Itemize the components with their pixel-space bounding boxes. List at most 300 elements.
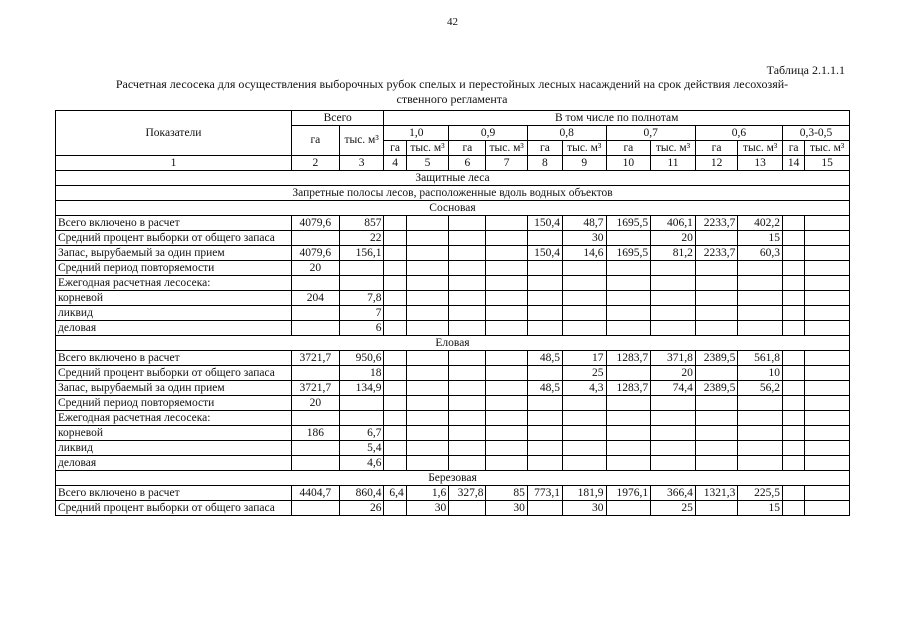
table-cell: 327,8 [449,486,486,501]
table-caption [52,77,852,107]
section-water-strips-row [56,186,850,201]
table-cell [738,306,783,321]
table-cell [384,306,406,321]
table-row [56,501,850,516]
table-cell [805,351,850,366]
table-cell [527,291,562,306]
table-cell [606,366,651,381]
table-cell [339,261,384,276]
table-cell [384,381,406,396]
table-cell [406,396,449,411]
table-cell [384,456,406,471]
table-cell [738,426,783,441]
table-cell [805,291,850,306]
table-cell: 857 [339,216,384,231]
table-cell: 1283,7 [606,381,651,396]
table-cell [606,261,651,276]
table-cell: 20 [291,396,339,411]
table-cell [449,351,486,366]
row-label: Средний период повторяемости [56,261,292,276]
table-cell [651,456,696,471]
table-row [56,381,850,396]
table-cell [606,291,651,306]
table-cell: 14,6 [562,246,606,261]
table-cell: 4404,7 [291,486,339,501]
row-label: Средний процент выборки от общего запаса [56,231,292,246]
table-body [56,156,850,516]
table-cell [738,456,783,471]
table-cell: 134,9 [339,381,384,396]
table-cell: 1321,3 [695,486,738,501]
table-cell [291,501,339,516]
table-cell [486,351,527,366]
table-cell [738,261,783,276]
row-label: корневой [56,291,292,306]
unit-ha: га [449,141,486,156]
table-cell [651,291,696,306]
table-cell [291,276,339,291]
table-cell: 4,3 [562,381,606,396]
table-cell [449,231,486,246]
table-cell [384,411,406,426]
species-name-row [56,336,850,351]
table-cell [782,321,804,336]
table-cell: 20 [651,231,696,246]
table-cell: 150,4 [527,216,562,231]
table-cell [291,306,339,321]
table-cell [527,411,562,426]
table-cell [805,306,850,321]
unit-m3: тыс. м³ [738,141,783,156]
table-row [56,276,850,291]
table-cell [449,441,486,456]
table-cell: 561,8 [738,351,783,366]
table-cell: 74,4 [651,381,696,396]
unit-m3: тыс. м³ [406,141,449,156]
table-cell [291,231,339,246]
table-cell [486,426,527,441]
table-cell [562,456,606,471]
table-cell: 48,7 [562,216,606,231]
table-cell [449,381,486,396]
table-cell [805,261,850,276]
table-cell [695,276,738,291]
table-cell [695,291,738,306]
unit-ha: га [384,141,406,156]
table-cell: 30 [406,501,449,516]
table-cell [449,321,486,336]
table-cell [406,381,449,396]
table-cell [805,246,850,261]
species-name: Еловая [56,336,850,351]
unit-m3: тыс. м³ [486,141,527,156]
table-row [56,291,850,306]
column-number: 11 [651,156,696,171]
table-cell [486,366,527,381]
table-cell [406,351,449,366]
table-cell [339,276,384,291]
table-cell [339,411,384,426]
table-cell: 6,4 [384,486,406,501]
table-cell [291,456,339,471]
table-cell: 30 [562,231,606,246]
table-cell [738,321,783,336]
table-cell [606,501,651,516]
table-cell [651,426,696,441]
header-indicators: Показатели [56,111,292,156]
table-cell [384,216,406,231]
table-cell: 26 [339,501,384,516]
table-cell [606,231,651,246]
table-cell [782,291,804,306]
table-cell [406,216,449,231]
table-cell: 186 [291,426,339,441]
table-cell [805,381,850,396]
table-cell: 402,2 [738,216,783,231]
table-cell: 20 [651,366,696,381]
table-cell [527,261,562,276]
table-cell [562,261,606,276]
table-cell: 81,2 [651,246,696,261]
table-cell [562,426,606,441]
table-cell [695,321,738,336]
row-label: деловая [56,456,292,471]
unit-ha: га [782,141,804,156]
table-cell: 950,6 [339,351,384,366]
table-cell [805,426,850,441]
table-cell [406,441,449,456]
table-cell: 5,4 [339,441,384,456]
table-cell [562,441,606,456]
table-cell: 1695,5 [606,216,651,231]
table-row [56,306,850,321]
table-cell [527,456,562,471]
table-cell [782,441,804,456]
table-cell [606,396,651,411]
table-cell: 2233,7 [695,246,738,261]
row-label: ликвид [56,306,292,321]
table-cell [805,276,850,291]
table-row [56,456,850,471]
table-cell [527,306,562,321]
table-cell: 225,5 [738,486,783,501]
table-cell [449,246,486,261]
table-cell: 181,9 [562,486,606,501]
table-row [56,426,850,441]
table-cell [782,276,804,291]
table-row [56,246,850,261]
table-cell [486,216,527,231]
table-cell: 22 [339,231,384,246]
row-label: Запас, вырубаемый за один прием [56,381,292,396]
table-cell: 2389,5 [695,381,738,396]
table-cell [527,231,562,246]
table-cell [805,411,850,426]
table-cell: 18 [339,366,384,381]
column-number: 3 [339,156,384,171]
table-cell [406,306,449,321]
header-by-density: В том числе по полнотам [384,111,850,126]
table-cell [486,291,527,306]
table-cell [486,441,527,456]
table-cell [651,396,696,411]
table-cell [486,306,527,321]
header-density-1: 1,0 [384,126,449,141]
column-number: 2 [291,156,339,171]
species-name: Березовая [56,471,850,486]
header-density-6: 0,3-0,5 [782,126,849,141]
table-cell [805,231,850,246]
table-row [56,216,850,231]
table-cell [805,501,850,516]
table-cell: 30 [562,501,606,516]
table-cell [384,321,406,336]
table-cell [527,426,562,441]
table-cell [606,441,651,456]
table-row [56,321,850,336]
unit-m3: тыс. м³ [562,141,606,156]
row-label: Средний период повторяемости [56,396,292,411]
table-cell [782,456,804,471]
table-cell [449,366,486,381]
table-cell: 7 [339,306,384,321]
row-label: деловая [56,321,292,336]
table-cell [805,486,850,501]
table-cell: 85 [486,486,527,501]
header-density-5: 0,6 [695,126,782,141]
table-cell [738,276,783,291]
table-cell [406,321,449,336]
table-cell: 860,4 [339,486,384,501]
table-cell [486,261,527,276]
table-cell [738,396,783,411]
table-cell [406,366,449,381]
table-cell: 7,8 [339,291,384,306]
column-number: 8 [527,156,562,171]
table-cell [527,441,562,456]
header-density-2: 0,9 [449,126,528,141]
table-cell: 366,4 [651,486,696,501]
table-cell: 1695,5 [606,246,651,261]
header-total: Всего [291,111,383,126]
table-cell: 48,5 [527,381,562,396]
table-cell [695,306,738,321]
column-numbers-row [56,156,850,171]
table-cell [606,276,651,291]
species-name-row [56,471,850,486]
table-cell [782,261,804,276]
table-cell: 371,8 [651,351,696,366]
table-cell [406,456,449,471]
row-label: Средний процент выборки от общего запаса [56,366,292,381]
table-cell: 2389,5 [695,351,738,366]
table-cell [782,486,804,501]
column-number: 10 [606,156,651,171]
table-cell [606,456,651,471]
table-cell [406,261,449,276]
column-number: 6 [449,156,486,171]
table-cell [527,321,562,336]
table-row [56,486,850,501]
table-cell [486,276,527,291]
row-label: корневой [56,426,292,441]
table-cell [738,291,783,306]
table-cell [782,216,804,231]
table-cell [384,351,406,366]
column-number: 15 [805,156,850,171]
table-cell: 25 [562,366,606,381]
table-cell: 150,4 [527,246,562,261]
table-cell [562,411,606,426]
column-number: 4 [384,156,406,171]
table-cell [805,441,850,456]
table-cell [695,441,738,456]
table-cell [406,246,449,261]
table-cell: 406,1 [651,216,696,231]
table-cell [449,261,486,276]
page-number: 42 [447,16,458,28]
table-cell [384,426,406,441]
table-cell [651,411,696,426]
table-cell [606,306,651,321]
table-row [56,441,850,456]
table-cell: 2233,7 [695,216,738,231]
table-cell: 30 [486,501,527,516]
table-cell [406,231,449,246]
table-cell: 17 [562,351,606,366]
table-cell: 60,3 [738,246,783,261]
table-cell [291,366,339,381]
cutting-area-table [55,110,850,516]
table-cell [449,426,486,441]
table-cell [291,441,339,456]
column-number: 7 [486,156,527,171]
species-name: Сосновая [56,201,850,216]
column-number: 5 [406,156,449,171]
table-cell [449,501,486,516]
table-cell: 6 [339,321,384,336]
table-cell [291,411,339,426]
row-label: Запас, вырубаемый за один прием [56,246,292,261]
table-cell [651,321,696,336]
table-row [56,231,850,246]
column-number: 9 [562,156,606,171]
table-cell [449,216,486,231]
table-cell [406,411,449,426]
table-cell [782,246,804,261]
table-cell: 3721,7 [291,381,339,396]
table-cell [486,246,527,261]
table-cell [782,501,804,516]
table-cell [384,276,406,291]
table-cell [527,276,562,291]
table-cell: 156,1 [339,246,384,261]
caption-line-1: Расчетная лесосека для осуществления выборочных рубок спелых и перестойных лесных насаждений на срок действия лесохозяй- [115,77,789,91]
table-cell [651,306,696,321]
column-number: 14 [782,156,804,171]
table-cell [695,426,738,441]
table-row [56,366,850,381]
table-cell [449,306,486,321]
table-cell [805,321,850,336]
table-cell [449,411,486,426]
table-cell [449,276,486,291]
table-cell [527,366,562,381]
header-total-ha: га [291,126,339,156]
table-cell [384,246,406,261]
table-cell [695,396,738,411]
table-cell: 6,7 [339,426,384,441]
table-cell: 1283,7 [606,351,651,366]
table-cell [562,291,606,306]
table-cell [695,366,738,381]
table-cell [651,276,696,291]
unit-m3: тыс. м³ [805,141,850,156]
table-cell: 20 [291,261,339,276]
table-cell: 3721,7 [291,351,339,366]
header-density-3: 0,8 [527,126,606,141]
unit-ha: га [695,141,738,156]
table-cell [406,426,449,441]
table-row [56,351,850,366]
table-cell [695,231,738,246]
row-label: Ежегодная расчетная лесосека: [56,411,292,426]
table-cell [562,306,606,321]
table-cell [651,261,696,276]
table-cell [782,381,804,396]
table-cell [562,276,606,291]
table-cell [805,456,850,471]
table-number: Таблица 2.1.1.1 [766,63,845,77]
table-cell [782,366,804,381]
table-cell [486,396,527,411]
table-cell [384,231,406,246]
species-name-row [56,201,850,216]
table-cell [805,366,850,381]
row-label: Всего включено в расчет [56,486,292,501]
unit-ha: га [606,141,651,156]
table-cell [486,411,527,426]
unit-ha: га [527,141,562,156]
table-cell: 204 [291,291,339,306]
table-cell: 1,6 [406,486,449,501]
row-label: Средний процент выборки от общего запаса [56,501,292,516]
table-cell [651,441,696,456]
table-cell [527,396,562,411]
table-cell [782,231,804,246]
table-cell [449,291,486,306]
table-cell [738,441,783,456]
column-number: 12 [695,156,738,171]
table-cell [449,396,486,411]
table-cell [384,291,406,306]
table-cell: 56,2 [738,381,783,396]
table-cell: 48,5 [527,351,562,366]
table-cell [449,456,486,471]
table-cell [384,366,406,381]
section-water-strips: Запретные полосы лесов, расположенные вдоль водных объектов [56,186,850,201]
table-cell [406,291,449,306]
section-protective-row [56,171,850,186]
table-cell: 25 [651,501,696,516]
table-cell [486,456,527,471]
table-cell [486,381,527,396]
table-cell [384,396,406,411]
table-cell [782,426,804,441]
table-cell [291,321,339,336]
row-label: Всего включено в расчет [56,216,292,231]
table-cell [695,411,738,426]
